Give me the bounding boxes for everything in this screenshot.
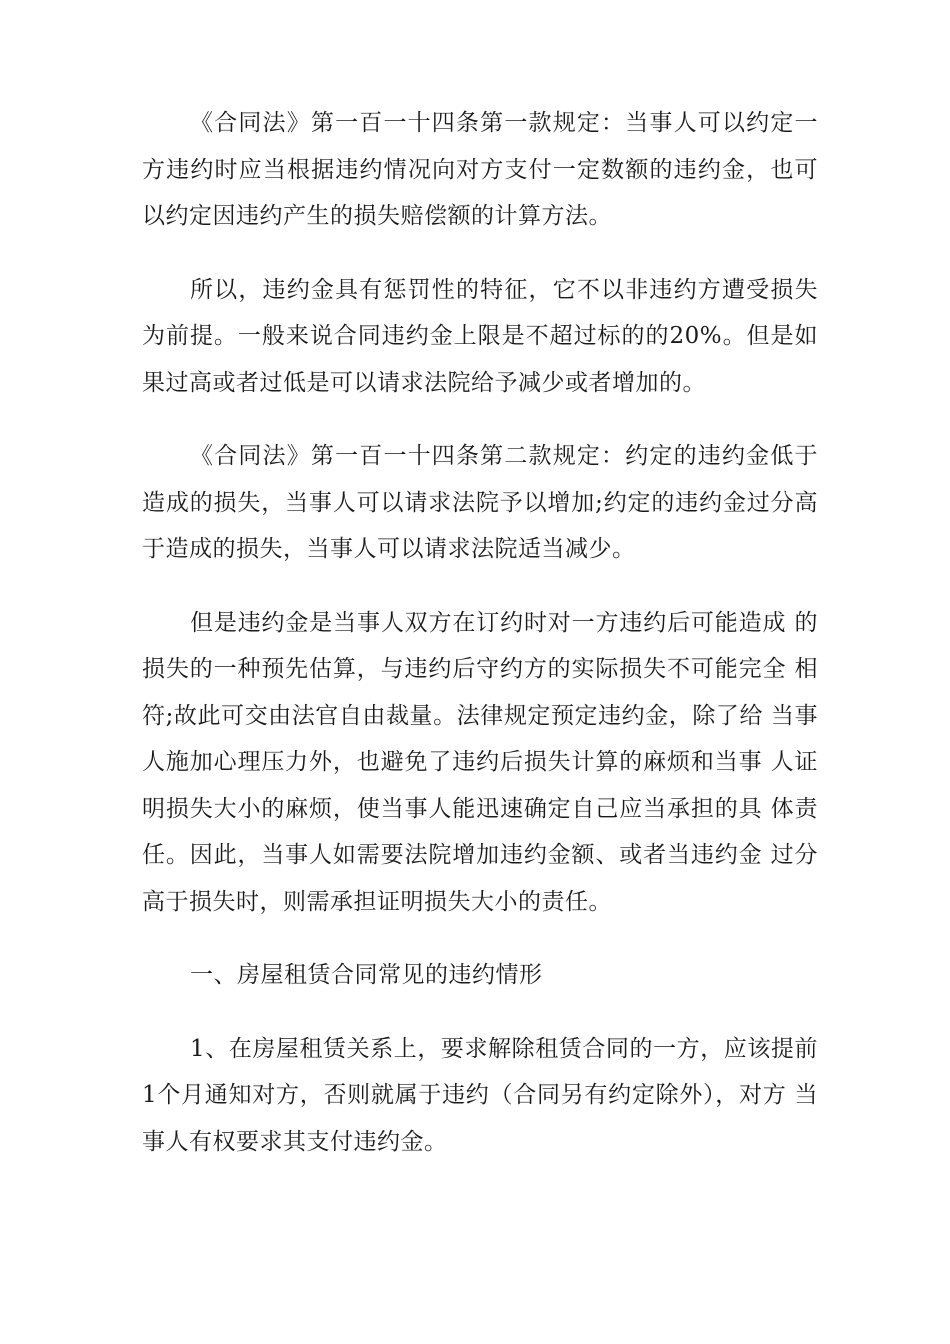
- document-page: [142, 100, 818, 1165]
- paragraph-contract-law-article-114-clause-2: 《合同法》第一百一十四条第二款规定：约定的违约金低于造成的损失，当事人可以请求法院予以增加;约定的违约金过分高于造成的损失，当事人可以请求法院适当减少。: [142, 443, 818, 562]
- paragraph-penalty-nature: 所以，违约金具有惩罚性的特征，它不以非违约方遭受损失为前提。一般来说合同违约金上限是不超过标的的20%。但是如果过高或者过低是可以请求法院给予减少或者增加的。: [142, 276, 818, 396]
- paragraph-contract-law-article-114-clause-1: 《合同法》第一百一十四条第一款规定：当事人可以约定一方违约时应当根据违约情况向对方支付一定数额的违约金，也可以约定因违约产生的损失赔偿额的计算方法。: [142, 110, 818, 229]
- paragraph-penalty-estimation: 但是违约金是当事人双方在订约时对一方违约后可能造成 的损失的一种预先估算，与违约后守约方的实际损失不可能完全 相符;故此可交由法官自由裁量。法律规定预定违约金，除了给 当事人施加心理压力外，也避免了违约后损失计算的麻烦和当事 人证明损失大小的麻烦，使当事人能迅速确定自己应当承担的具 体责任。因此，当事人如需要法院增加违约金额、或者当违约金 过分高于损失时，则需承担证明损失大小的责任。: [142, 609, 818, 915]
- paragraph-lease-termination-notice: 1、在房屋租赁关系上，要求解除租赁合同的一方，应该提前1个月通知对方，否则就属于违约（合同另有约定除外），对方 当事人有权要求其支付违约金。: [142, 1035, 818, 1155]
- section-heading-lease-breach: 一、房屋租赁合同常见的违约情形: [190, 962, 543, 988]
